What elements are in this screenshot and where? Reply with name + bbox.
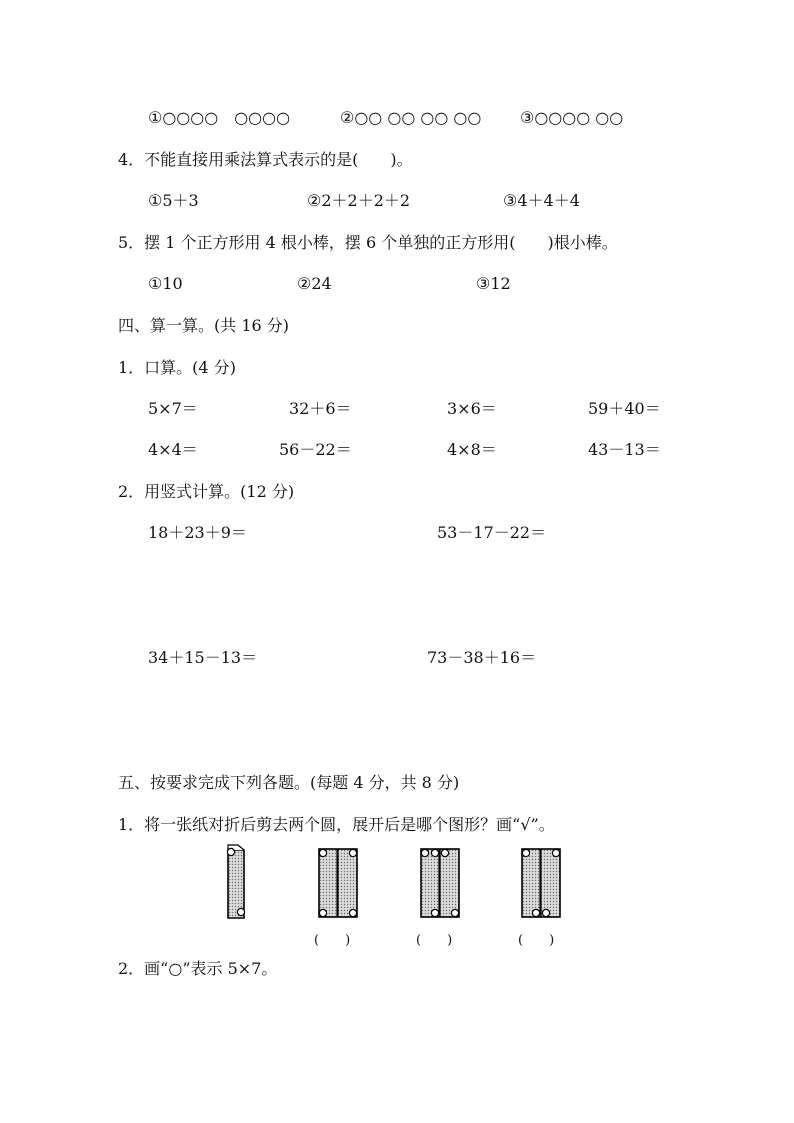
unfolded-option-c — [519, 846, 563, 920]
section5-title: 五、按要求完成下列各题。(每题 4 分，共 8 分) — [118, 773, 460, 792]
answer-paren-b[interactable]: ( ) — [416, 933, 453, 948]
q4-option-2: ②2＋2＋2＋2 — [307, 191, 411, 210]
oral-problem: 3×6＝ — [447, 399, 497, 418]
q5-option-2: ②24 — [297, 274, 332, 293]
q5-option-3: ③12 — [476, 274, 511, 293]
unfolded-option-b — [418, 846, 462, 920]
q4-option-1: ①5＋3 — [148, 191, 199, 210]
oral-problem: 32＋6＝ — [289, 399, 352, 418]
oral-problem: 56－22＝ — [279, 440, 352, 459]
q3-option-1: ①○○○○ ○○○○ — [148, 108, 291, 127]
vertical-problem: 73－38＋16＝ — [427, 648, 537, 667]
answer-paren-a[interactable]: ( ) — [314, 933, 351, 948]
vertical-problem: 34＋15－13＝ — [148, 648, 258, 667]
q5-stem: 5．摆 1 个正方形用 4 根小棒，摆 6 个单独的正方形用( )根小棒。 — [118, 233, 618, 252]
folded-paper-figure — [222, 842, 252, 920]
q3-option-3: ③○○○○ ○○ — [520, 108, 624, 127]
q4-option-3: ③4＋4＋4 — [503, 191, 580, 210]
q5-option-1: ①10 — [148, 274, 183, 293]
vertical-problem: 53－17－22＝ — [437, 523, 547, 542]
unfolded-option-a — [316, 846, 360, 920]
oral-calc-label: 1．口算。(4 分) — [118, 358, 236, 377]
section4-title: 四、算一算。(共 16 分) — [118, 316, 290, 335]
q4-stem: 4．不能直接用乘法算式表示的是( )。 — [118, 150, 413, 169]
oral-problem: 43－13＝ — [588, 440, 661, 459]
section5-q1-stem: 1．将一张纸对折后剪去两个圆，展开后是哪个图形？画“√”。 — [118, 815, 555, 834]
vertical-problem: 18＋23＋9＝ — [148, 523, 247, 542]
oral-problem: 59＋40＝ — [588, 399, 661, 418]
vertical-calc-label: 2．用竖式计算。(12 分) — [118, 482, 295, 501]
q3-option-2: ②○○ ○○ ○○ ○○ — [340, 108, 482, 127]
answer-paren-c[interactable]: ( ) — [518, 933, 555, 948]
section5-q2-stem: 2．画“○”表示 5×7。 — [118, 959, 278, 978]
oral-problem: 4×4＝ — [148, 440, 198, 459]
oral-problem: 4×8＝ — [447, 440, 497, 459]
oral-problem: 5×7＝ — [148, 399, 198, 418]
